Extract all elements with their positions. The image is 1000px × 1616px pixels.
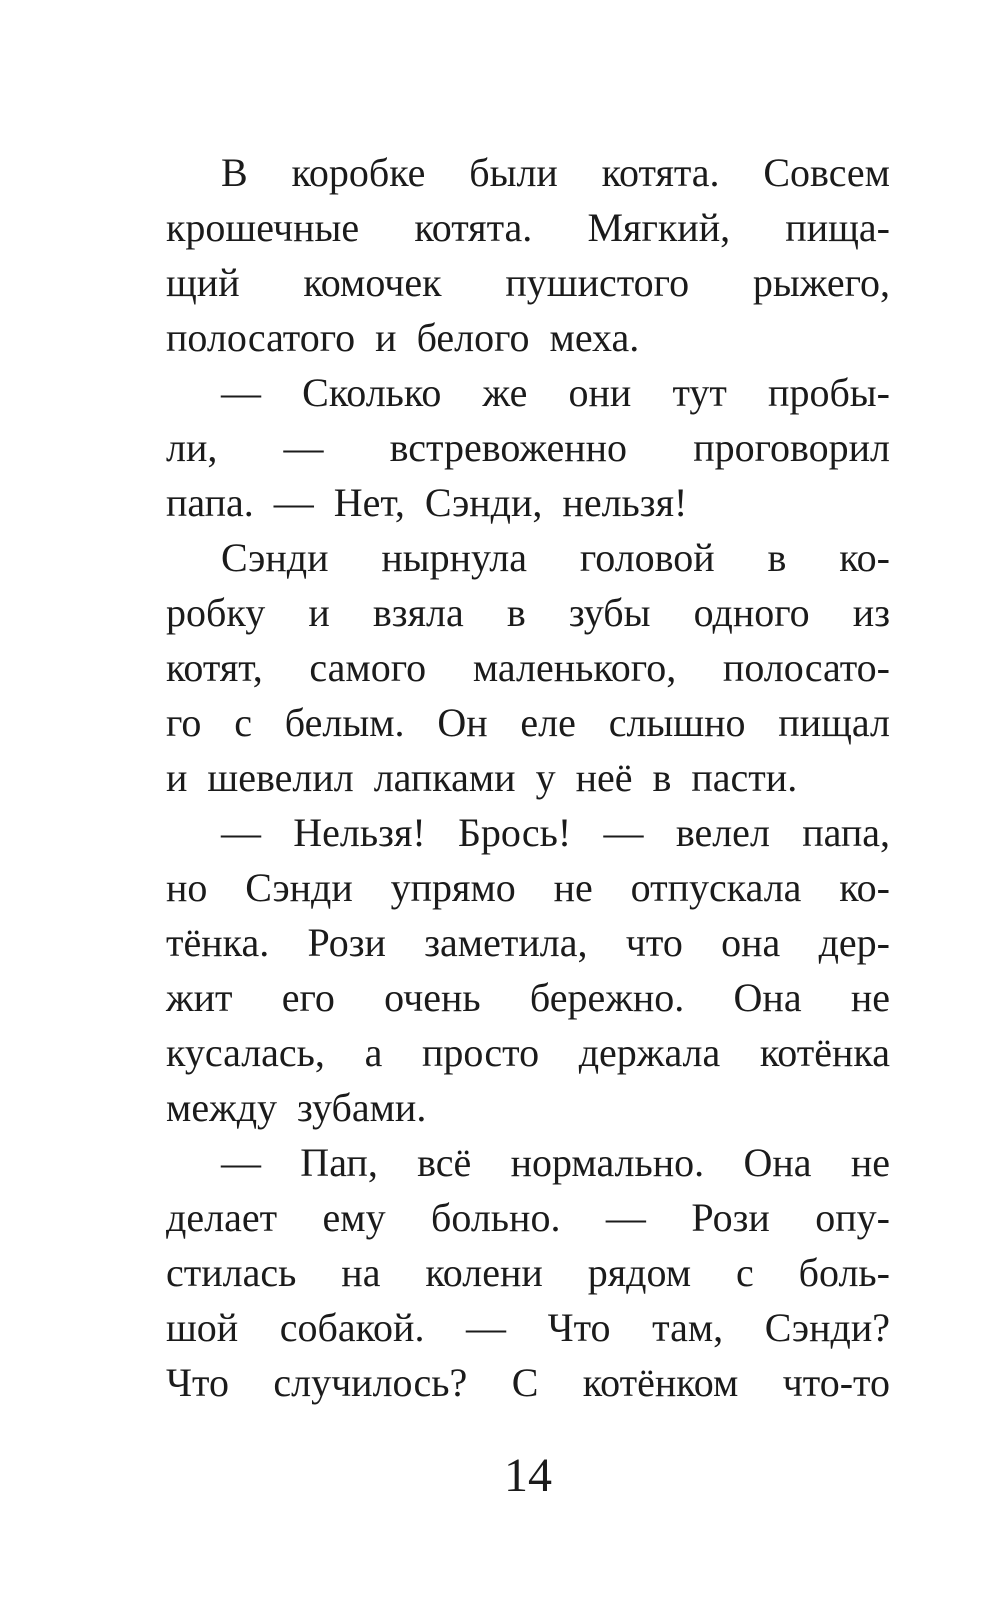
text-line: Что случилось? С котёнком что-то <box>166 1360 890 1405</box>
text-line: котят, самого маленького, полосато- <box>166 645 890 690</box>
text-line: — Пап, всё нормально. Она не <box>221 1140 890 1185</box>
text-block <box>166 145 890 1410</box>
text-line: папа. — Нет, Сэнди, нельзя! <box>166 480 688 525</box>
text-line: тёнка. Рози заметила, что она дер- <box>166 920 890 965</box>
text-line: ли, — встревоженно проговорил <box>166 425 890 470</box>
text-line: Сэнди нырнула головой в ко- <box>221 535 890 580</box>
text-line: шой собакой. — Что там, Сэнди? <box>166 1305 890 1350</box>
page-number: 14 <box>504 1449 552 1502</box>
text-line: В коробке были котята. Совсем <box>221 150 890 195</box>
text-line: кусалась, а просто держала котёнка <box>166 1030 890 1075</box>
text-line: крошечные котята. Мягкий, пища- <box>166 205 890 250</box>
text-line: — Нельзя! Брось! — велел папа, <box>221 810 890 855</box>
text-line: но Сэнди упрямо не отпускала ко- <box>166 865 890 910</box>
text-line: между зубами. <box>166 1085 427 1130</box>
text-line: и шевелил лапками у неё в пасти. <box>166 755 798 800</box>
text-line: — Сколько же они тут пробы- <box>221 370 890 415</box>
text-line: стилась на колени рядом с боль- <box>166 1250 890 1295</box>
text-line: делает ему больно. — Рози опу- <box>166 1195 890 1240</box>
text-line: жит его очень бережно. Она не <box>166 975 890 1020</box>
text-line: робку и взяла в зубы одного из <box>166 590 890 635</box>
text-line: полосатого и белого меха. <box>166 315 640 360</box>
text-line: щий комочек пушистого рыжего, <box>166 260 890 305</box>
text-line: го с белым. Он еле слышно пищал <box>166 700 890 745</box>
